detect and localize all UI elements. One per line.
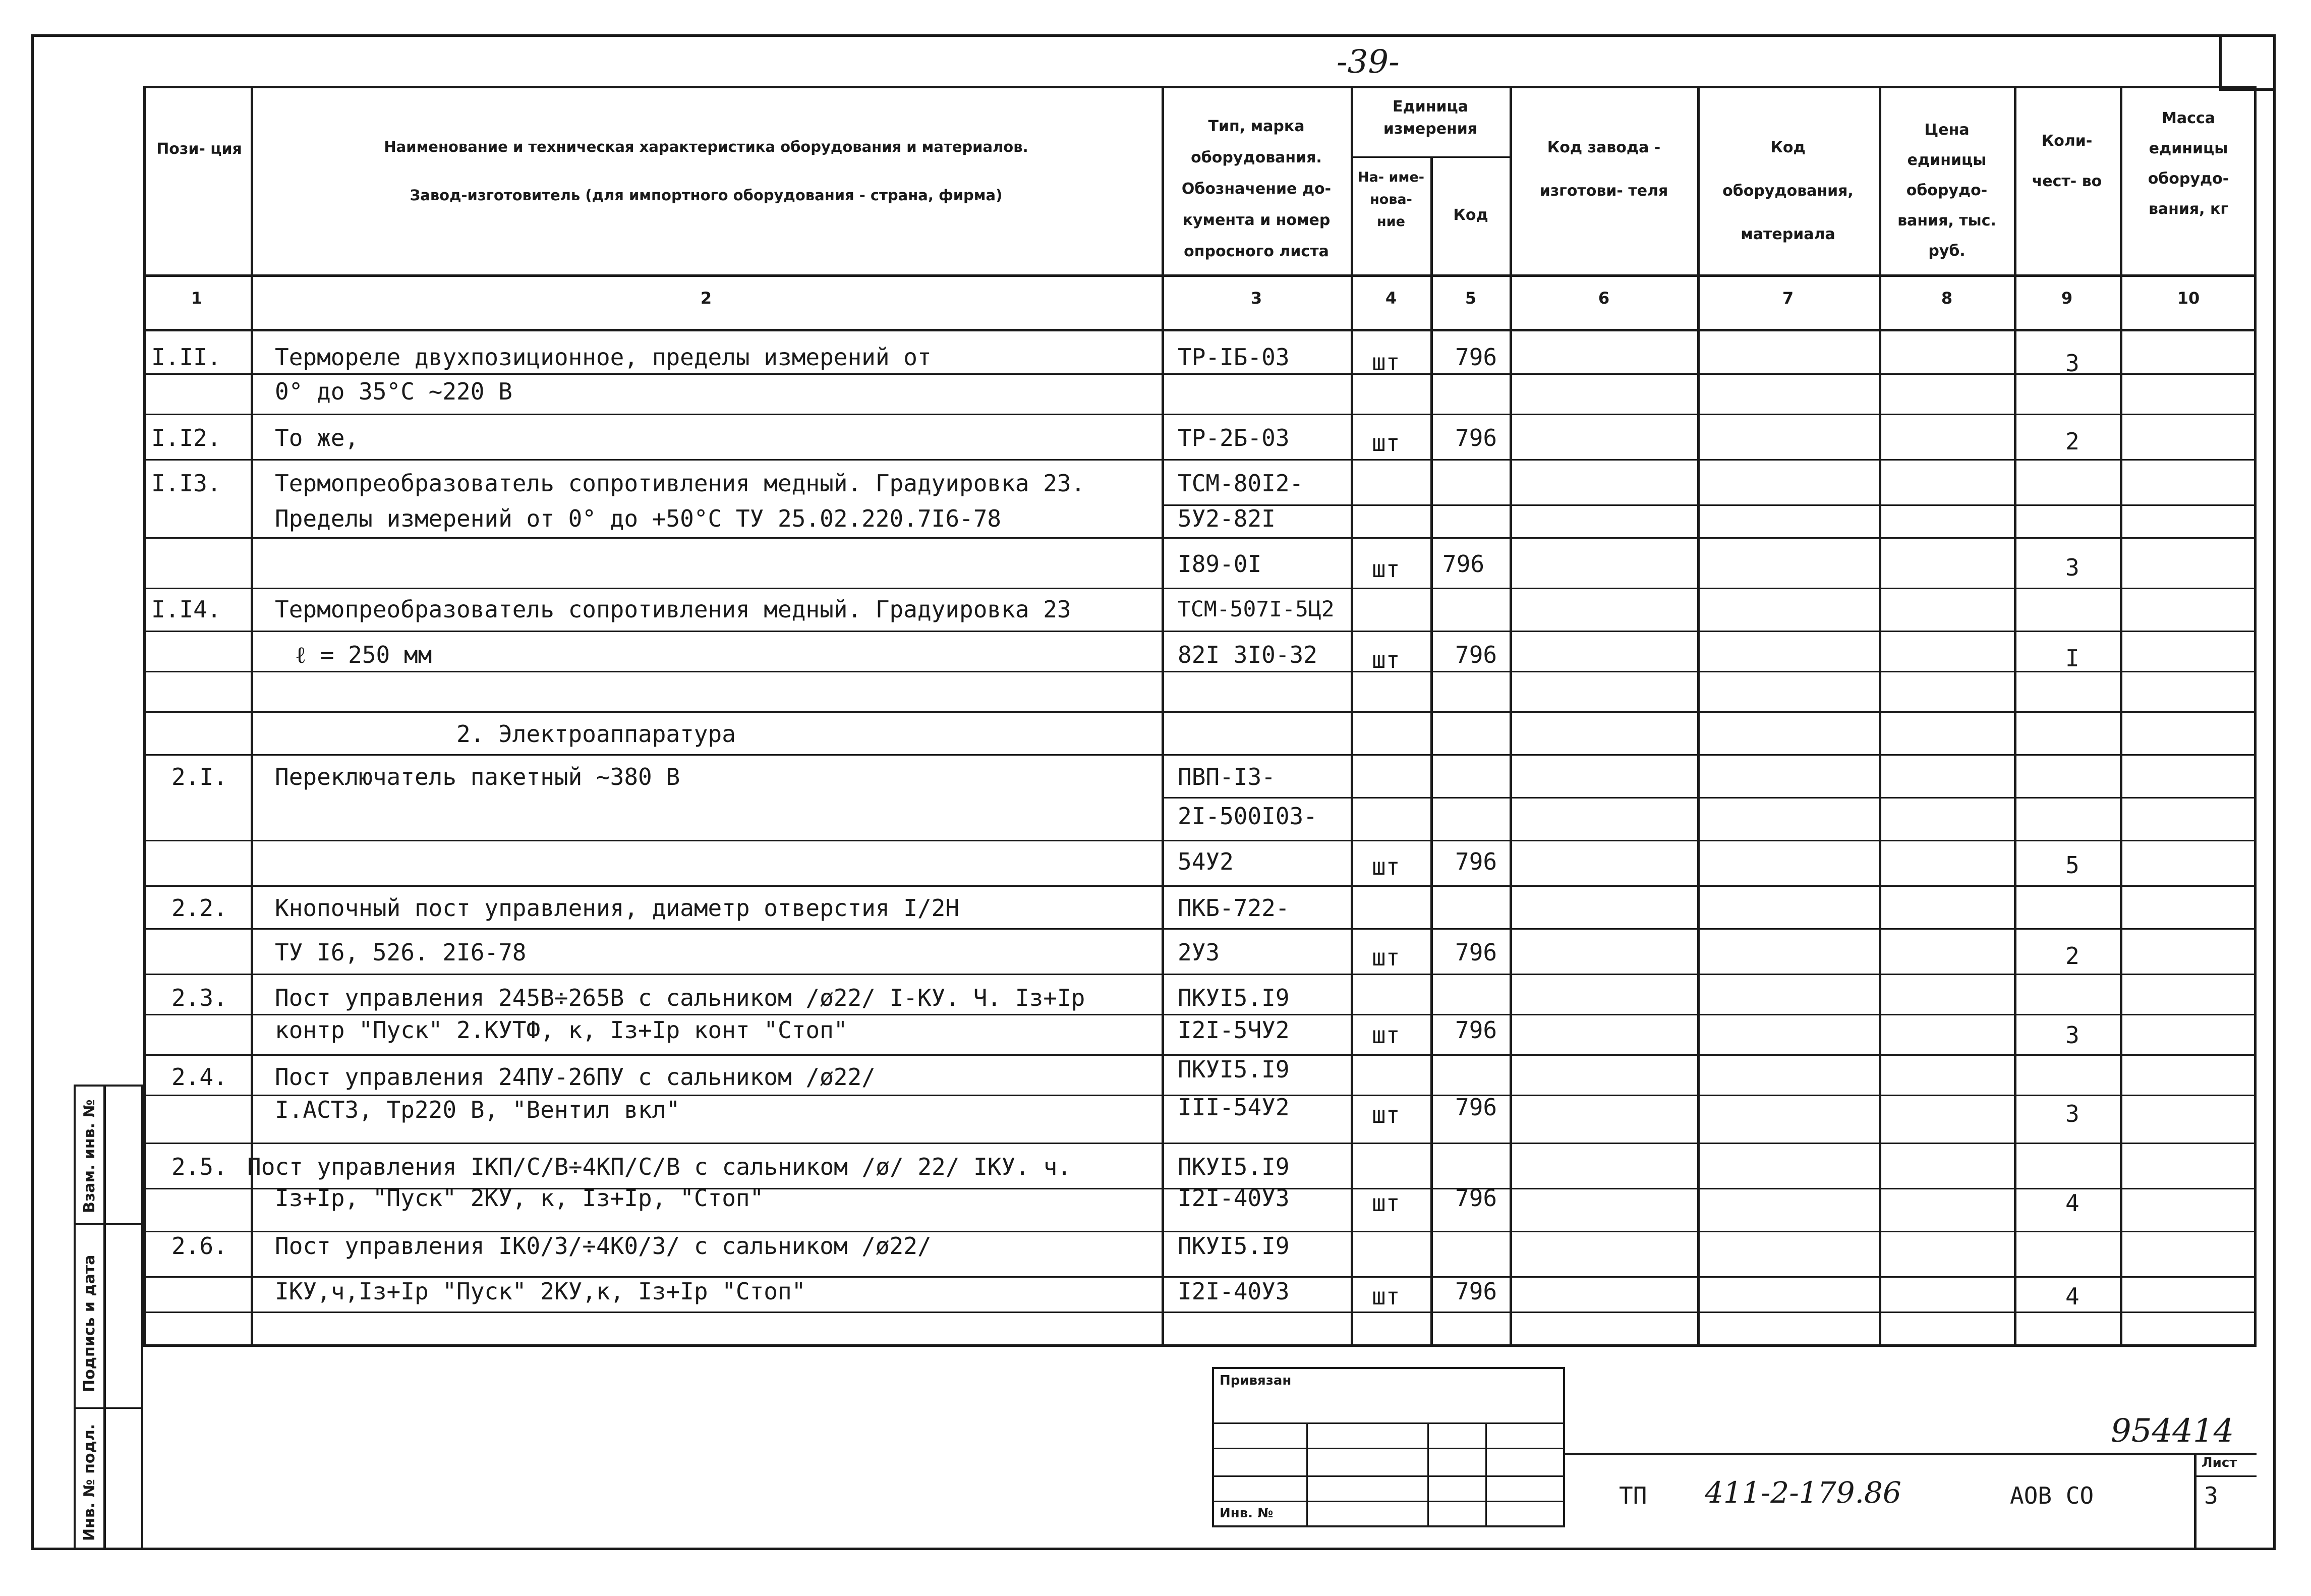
row-position: 2.6.: [171, 1232, 227, 1260]
row-name: Термопреобразователь сопротивления медный. Градуировка 23: [275, 596, 1071, 623]
col-number-8: 8: [1941, 289, 1953, 308]
row-position: 2.2.: [171, 894, 227, 922]
row-unit-code: 796: [1455, 1184, 1497, 1212]
row-position: 2.5.: [171, 1153, 227, 1180]
row-unit: шт: [1372, 646, 1400, 673]
archive-number: 954414: [2111, 1412, 2234, 1450]
row-position: 2.3.: [171, 984, 227, 1011]
row-unit-code: 796: [1455, 424, 1497, 451]
row-name: Термореле двухпозиционное, пределы измерений от: [275, 344, 932, 371]
col-number-7: 7: [1782, 289, 1794, 308]
inventory-number-label: Инв. №: [1220, 1506, 1274, 1521]
row-type: I2I-40У3: [1178, 1278, 1290, 1305]
row-position: 2.I.: [171, 763, 227, 790]
header-name-line2: Завод-изготовитель (для импортного оборудования - страна, фирма): [410, 187, 1003, 204]
col-number-9: 9: [2061, 289, 2073, 308]
header-name-line1: Наименование и техническая характеристика оборудования и материалов.: [384, 138, 1028, 155]
sheet-number: 3: [2204, 1482, 2218, 1509]
col-number-2: 2: [700, 289, 712, 308]
row-unit: шт: [1372, 1283, 1400, 1310]
header-unit-group: Единица измерения: [1383, 98, 1478, 138]
row-unit: шт: [1372, 1189, 1400, 1217]
row-unit: шт: [1372, 944, 1400, 971]
row-quantity: 3: [2065, 554, 2079, 581]
row-unit-code: 796: [1455, 641, 1497, 668]
row-type: III-54У2: [1178, 1094, 1290, 1121]
row-position: 2.4.: [171, 1063, 227, 1091]
row-type: ПВП-I3-: [1178, 763, 1276, 790]
row-type: ТСМ-507I-5Ц2: [1178, 597, 1335, 622]
row-name: Iз+Iр, "Пуск" 2КУ, к, Iз+Iр, "Стоп": [275, 1184, 764, 1212]
row-unit: шт: [1372, 349, 1400, 376]
row-quantity: 3: [2065, 1021, 2079, 1049]
row-quantity: 4: [2065, 1283, 2079, 1310]
row-type: ТР-IБ-03: [1178, 344, 1290, 371]
row-name: ℓ = 250 мм: [295, 641, 432, 668]
row-unit: шт: [1372, 1021, 1400, 1049]
header-equipment-code: Код оборудования, материала: [1722, 139, 1854, 243]
row-name: Пост управления 245В÷265В с сальником /ø22/ I-КУ. Ч. Iз+Iр: [275, 984, 1085, 1011]
row-name: I.АСТЗ, Тр220 В, "Вентил вкл": [275, 1096, 680, 1123]
header-quantity: Коли- чест- во: [2032, 132, 2102, 190]
row-position: I.II.: [151, 344, 221, 371]
row-unit: шт: [1372, 555, 1400, 583]
col-number-3: 3: [1250, 289, 1262, 308]
row-type: ПКУI5.I9: [1178, 984, 1290, 1011]
corner-box: [2219, 34, 2276, 91]
row-type: 2I-500I03-: [1178, 803, 1317, 830]
header-type: Тип, марка оборудования. Обозначение до- кумента и номер опросного листа: [1181, 118, 1332, 260]
privyazan-box: [1212, 1367, 1565, 1527]
row-type: ПКУI5.I9: [1178, 1153, 1290, 1180]
row-type: I2I-5ЧУ2: [1178, 1016, 1290, 1044]
section-title: 2. Электроаппаратура: [456, 720, 736, 748]
replaced-inventory-label: Взам. инв. №: [81, 1099, 98, 1213]
col-number-5: 5: [1465, 289, 1477, 308]
row-type: ТСМ-80I2-: [1178, 470, 1304, 497]
row-type: 2У3: [1178, 939, 1220, 966]
col-number-10: 10: [2177, 289, 2200, 308]
doc-number: 411-2-179.86: [1705, 1475, 1901, 1510]
privyazan-label: Привязан: [1220, 1373, 1292, 1388]
row-position: I.I3.: [151, 470, 221, 497]
row-position: I.I4.: [151, 596, 221, 623]
signature-date-label: Подпись и дата: [81, 1255, 98, 1392]
row-name: IКУ,ч,Iз+Iр "Пуск" 2КУ,к, Iз+Iр "Стоп": [275, 1278, 806, 1305]
row-unit-code: 796: [1455, 939, 1497, 966]
header-position: Пози- ция: [156, 140, 242, 158]
header-manufacturer-code: Код завода - изготови- теля: [1539, 139, 1668, 200]
row-name: Переключатель пакетный ~380 В: [275, 763, 680, 790]
header-unit-price: Цена единицы оборудо- вания, тыс. руб.: [1897, 121, 1996, 260]
row-type: 5У2-82I: [1178, 505, 1276, 532]
row-unit-code: 796: [1455, 1278, 1497, 1305]
col-number-1: 1: [191, 289, 203, 308]
row-unit: шт: [1372, 1101, 1400, 1128]
row-type: 54У2: [1178, 848, 1234, 875]
page-number: -39-: [1337, 43, 1400, 81]
row-quantity: 2: [2065, 428, 2079, 455]
row-unit-code: 796: [1455, 848, 1497, 875]
row-quantity: 4: [2065, 1189, 2079, 1217]
row-name: То же,: [275, 424, 359, 451]
row-type: ТР-2Б-03: [1178, 424, 1290, 451]
row-type: I89-0I: [1178, 550, 1262, 578]
row-name: Термопреобразователь сопротивления медный. Градуировка 23.: [275, 470, 1085, 497]
col-number-6: 6: [1598, 289, 1610, 308]
row-name: Пост управления IК0/3/÷4К0/3/ с сальником /ø22/: [275, 1232, 932, 1260]
row-quantity: 3: [2065, 350, 2079, 377]
row-name: ТУ I6, 526. 2I6-78: [275, 939, 527, 966]
row-unit-code: 796: [1442, 550, 1485, 578]
row-unit: шт: [1372, 853, 1400, 880]
col-number-4: 4: [1385, 289, 1397, 308]
header-unit-code: Код: [1453, 206, 1488, 224]
row-unit: шт: [1372, 429, 1400, 457]
row-type: ПКБ-722-: [1178, 894, 1290, 922]
row-type: ПКУI5.I9: [1178, 1232, 1290, 1260]
header-unit-name: На- име- нова- ние: [1358, 169, 1424, 230]
row-type: ПКУI5.I9: [1178, 1056, 1290, 1083]
row-name: Пост управления 24ПУ-26ПУ с сальником /ø22/: [275, 1063, 876, 1091]
row-quantity: 3: [2065, 1100, 2079, 1127]
row-unit-code: 796: [1455, 1016, 1497, 1044]
doc-suffix: АОВ СО: [2010, 1482, 2094, 1509]
row-quantity: 2: [2065, 942, 2079, 970]
row-name: Пределы измерений от 0° до +50°С ТУ 25.02.220.7I6-78: [275, 505, 1002, 532]
sheet-label: Лист: [2202, 1455, 2237, 1470]
row-unit-code: 796: [1455, 1094, 1497, 1121]
row-type: 82I 3I0-32: [1178, 641, 1317, 668]
row-name: Пост управления IКП/С/В÷4КП/С/В с сальником /ø/ 22/ IКУ. ч.: [247, 1153, 1071, 1180]
original-inventory-label: Инв. № подл.: [81, 1423, 98, 1541]
row-name: контр "Пуск" 2.КУТФ, к, Iз+Iр конт "Стоп": [275, 1016, 848, 1044]
row-name: Кнопочный пост управления, диаметр отверстия I/2Н: [275, 894, 960, 922]
row-type: I2I-40У3: [1178, 1184, 1290, 1212]
row-name: 0° до 35°С ~220 В: [275, 378, 512, 405]
row-unit-code: 796: [1455, 344, 1497, 371]
row-position: I.I2.: [151, 424, 221, 451]
row-quantity: I: [2065, 645, 2079, 672]
row-quantity: 5: [2065, 851, 2079, 879]
header-mass: Масса единицы оборудо- вания, кг: [2148, 109, 2229, 218]
doc-prefix: ТП: [1619, 1482, 1647, 1509]
